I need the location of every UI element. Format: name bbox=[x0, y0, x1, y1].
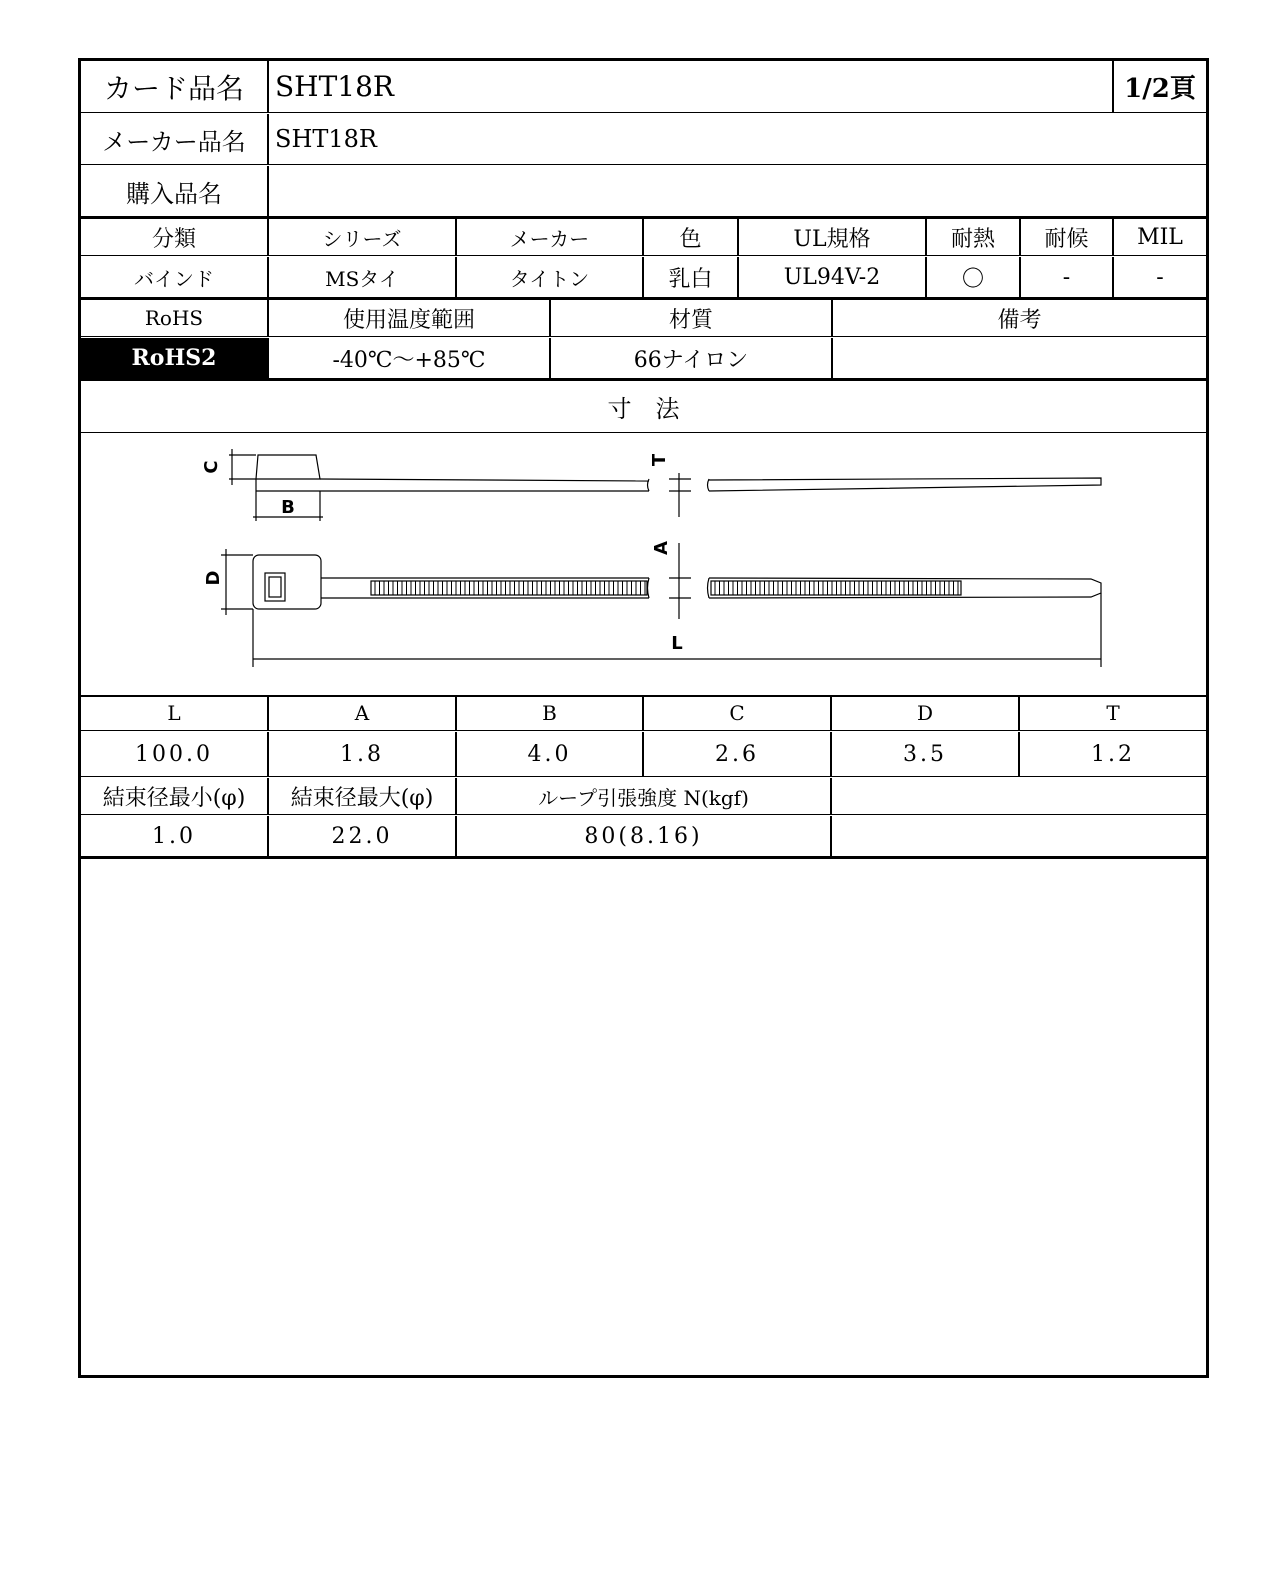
dims-value-d: 3.5 bbox=[832, 732, 1020, 776]
spec-value-heat: 〇 bbox=[927, 257, 1021, 297]
label-b: B bbox=[281, 497, 295, 518]
spec-value-maker: タイトン bbox=[457, 257, 644, 297]
spec-header-series: シリーズ bbox=[269, 219, 457, 255]
side-strap-right bbox=[709, 478, 1101, 491]
material-header-temp: 使用温度範囲 bbox=[269, 300, 551, 336]
bundle-values-row bbox=[81, 816, 1206, 859]
dims-value-l: 100.0 bbox=[81, 732, 269, 776]
rohs-badge: RoHS2 bbox=[81, 338, 269, 378]
spec-header-maker: メーカー bbox=[457, 219, 644, 255]
spec-header-row bbox=[81, 219, 1206, 256]
bundle-value-min: 1.0 bbox=[81, 816, 269, 856]
dimension-title: 寸 法 bbox=[607, 395, 680, 423]
serration-ticks bbox=[375, 581, 958, 595]
maker-name-value: SHT18R bbox=[275, 125, 377, 153]
dimension-title-row bbox=[81, 381, 1206, 433]
dims-value-t: 1.2 bbox=[1091, 741, 1135, 767]
maker-name-row bbox=[81, 114, 1206, 165]
notes-area bbox=[81, 859, 1206, 1375]
spec-value-color: 乳白 bbox=[644, 257, 739, 297]
maker-name-label: メーカー品名 bbox=[81, 114, 269, 164]
spec-value-weather: - bbox=[1021, 257, 1114, 297]
page-number: 1/2頁 bbox=[1124, 74, 1196, 104]
spec-value-category: バインド bbox=[81, 257, 269, 297]
dims-value-c: 2.6 bbox=[644, 732, 832, 776]
spec-sheet bbox=[78, 58, 1209, 1378]
dims-value-b: 4.0 bbox=[457, 732, 644, 776]
drawing-svg bbox=[81, 433, 1206, 695]
spec-header-ul: UL規格 bbox=[739, 219, 927, 255]
dims-value-a: 1.8 bbox=[269, 732, 457, 776]
purchase-name-label: 購入品名 bbox=[81, 166, 269, 216]
spec-value-ul: UL94V-2 bbox=[739, 257, 927, 297]
cable-tie-drawing bbox=[81, 433, 1206, 697]
spec-header-color: 色 bbox=[644, 219, 739, 255]
label-l: L bbox=[671, 633, 683, 654]
dims-header-l: L bbox=[81, 695, 269, 730]
bundle-value-empty bbox=[832, 816, 1206, 856]
purchase-name-row bbox=[81, 166, 1206, 219]
label-t: T bbox=[649, 453, 670, 467]
bundle-header-empty bbox=[832, 778, 1206, 814]
material-values-row bbox=[81, 338, 1206, 381]
card-name-row bbox=[81, 61, 1206, 113]
spec-values-row bbox=[81, 257, 1206, 300]
bundle-value-strength: 80(8.16) bbox=[457, 816, 832, 856]
dims-header-row bbox=[81, 695, 1206, 731]
bundle-header-row bbox=[81, 778, 1206, 815]
bundle-header-min: 結束径最小(φ) bbox=[81, 778, 269, 814]
side-head bbox=[256, 455, 320, 479]
material-value-temp: -40℃～+85℃ bbox=[269, 338, 551, 378]
material-header-row bbox=[81, 300, 1206, 337]
bundle-header-max: 結束径最大(φ) bbox=[269, 778, 457, 814]
dims-header-t: T bbox=[1106, 700, 1120, 725]
top-head bbox=[253, 555, 321, 609]
spec-value-series: MSタイ bbox=[269, 257, 457, 297]
spec-value-mil: - bbox=[1156, 264, 1164, 290]
material-header-remarks: 備考 bbox=[997, 307, 1042, 333]
bundle-header-strength: ループ引張強度 N(kgf) bbox=[457, 778, 832, 814]
material-header-material: 材質 bbox=[551, 300, 833, 336]
material-value-remarks bbox=[833, 338, 1206, 378]
dims-values-row bbox=[81, 732, 1206, 777]
spec-header-category: 分類 bbox=[81, 219, 269, 255]
spec-header-weather: 耐候 bbox=[1021, 219, 1114, 255]
card-name-value: SHT18R bbox=[269, 61, 1114, 112]
material-value-material: 66ナイロン bbox=[551, 338, 833, 378]
label-d: D bbox=[203, 570, 224, 586]
label-c: C bbox=[201, 460, 222, 474]
serration-left bbox=[371, 581, 647, 595]
dims-header-d: D bbox=[832, 695, 1020, 730]
side-strap-top-left bbox=[320, 479, 649, 481]
purchase-name-value bbox=[269, 166, 1206, 216]
material-header-rohs: RoHS bbox=[81, 300, 269, 336]
dims-header-c: C bbox=[644, 695, 832, 730]
dims-header-b: B bbox=[457, 695, 644, 730]
spec-header-mil: MIL bbox=[1137, 224, 1183, 250]
card-name-label: カード品名 bbox=[81, 61, 269, 112]
bundle-value-max: 22.0 bbox=[269, 816, 457, 856]
dims-header-a: A bbox=[269, 695, 457, 730]
spec-header-heat: 耐熱 bbox=[927, 219, 1021, 255]
label-a: A bbox=[651, 541, 672, 555]
